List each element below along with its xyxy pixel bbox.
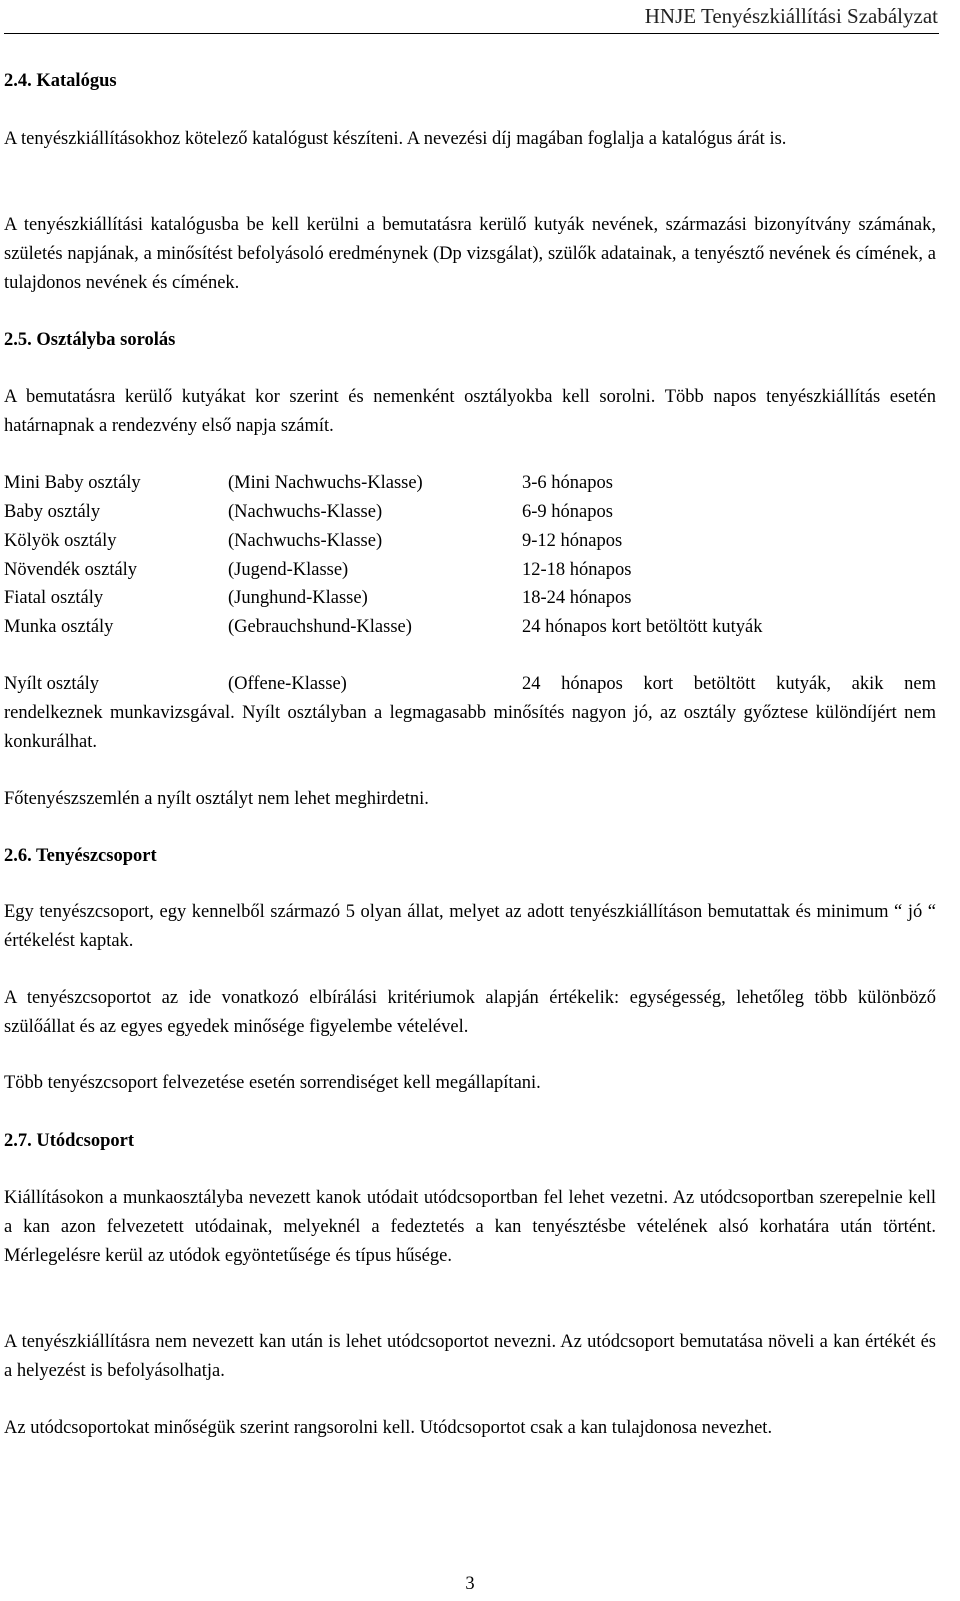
page-number: 3	[465, 1574, 475, 1594]
paragraph: A bemutatásra kerülő kutyákat kor szerint és nemenként osztályokba kell sorolni. Több napos tenyészkiállítás esetén határnapnak a rendezvény első napja számít.	[4, 387, 936, 436]
class-german-name: (Gebrauchshund-Klasse)	[228, 617, 412, 637]
class-name: Fiatal osztály	[4, 588, 104, 608]
paragraph: Főtenyészszemlén a nyílt osztályt nem lehet meghirdetni.	[4, 789, 429, 809]
paragraph: A tenyészkiállításra nem nevezett kan után is lehet utódcsoportot nevezni. Az utódcsoport bemutatása növeli a kan értékét és a helyezést is befolyásolhatja.	[4, 1332, 936, 1381]
paragraph: A tenyészcsoportot az ide vonatkozó elbírálási kritériumok alapján értékelik: egységesség, lehetőleg több különböző szülőállat és az egyes egyedek minősége figyelembe vételével.	[4, 988, 936, 1037]
class-german-name: (Nachwuchs-Klasse)	[228, 502, 383, 522]
paragraph: rendelkeznek munkavizsgával. Nyílt osztályban a legmagasabb minősítés nagyon jó, az osztály győztese különdíjért nem konkurálhat.	[4, 703, 936, 752]
class-german-name: (Nachwuchs-Klasse)	[228, 531, 383, 551]
header-divider	[4, 33, 939, 34]
class-name: Baby osztály	[4, 502, 101, 522]
class-name: Munka osztály	[4, 617, 114, 637]
paragraph: A tenyészkiállítási katalógusba be kell kerülni a bemutatásra kerülő kutyák nevének, származási bizonyítvány számának, születés napjának, a minősítést befolyásoló eredménynek (Dp vizsgálat), szülők adatainak, a tenyésztő nevének és címének, a tulajdonos nevének és címének.	[4, 215, 936, 293]
section-heading-2-5: 2.5. Osztályba sorolás	[4, 330, 176, 350]
class-german-name: (Junghund-Klasse)	[228, 588, 368, 608]
paragraph: Az utódcsoportokat minőségük szerint rangsorolni kell. Utódcsoportot csak a kan tulajdonosa nevezhet.	[4, 1418, 773, 1438]
paragraph: Több tenyészcsoport felvezetése esetén sorrendiséget kell megállapítani.	[4, 1073, 541, 1093]
class-age: 18-24 hónapos	[522, 588, 632, 608]
document-header-title: HNJE Tenyészkiállítási Szabályzat	[644, 4, 938, 28]
class-german-name: (Jugend-Klasse)	[228, 560, 349, 580]
section-heading-2-7: 2.7. Utódcsoport	[4, 1131, 135, 1151]
class-age: 24 hónapos kort betöltött kutyák	[522, 617, 763, 637]
class-age: 9-12 hónapos	[522, 531, 623, 551]
section-heading-2-4: 2.4. Katalógus	[4, 71, 117, 91]
class-german-name: (Offene-Klasse)	[228, 674, 347, 694]
paragraph: A tenyészkiállításokhoz kötelező katalógust készíteni. A nevezési díj magában foglalja a katalógus árát is.	[4, 129, 787, 149]
class-name: Növendék osztály	[4, 560, 138, 580]
paragraph: Kiállításokon a munkaosztályba nevezett kanok utódait utódcsoportban fel lehet vezetni. Az utódcsoportban szerepelnie kell a kan azon felvezetett utódainak, melyeknél a fedeztetés a kan tenyésztésbe vételének alsó korhatára után történt. Mérlegelésre kerül az utódok egyöntetűsége és típus hűsége.	[4, 1188, 936, 1266]
class-age: 6-9 hónapos	[522, 502, 613, 522]
class-german-name: (Mini Nachwuchs-Klasse)	[228, 473, 423, 493]
class-name: Kölyök osztály	[4, 531, 117, 551]
section-heading-2-6: 2.6. Tenyészcsoport	[4, 846, 157, 866]
paragraph: Egy tenyészcsoport, egy kennelből származó 5 olyan állat, melyet az adott tenyészkiállításon bemutattak és minimum “ jó “ értékelést kaptak.	[4, 902, 936, 951]
class-name: Nyílt osztály	[4, 674, 100, 694]
class-age: 12-18 hónapos	[522, 560, 632, 580]
class-age: 24 hónapos kort betöltött kutyák, akik nem	[522, 674, 936, 694]
class-name: Mini Baby osztály	[4, 473, 141, 493]
class-age: 3-6 hónapos	[522, 473, 613, 493]
